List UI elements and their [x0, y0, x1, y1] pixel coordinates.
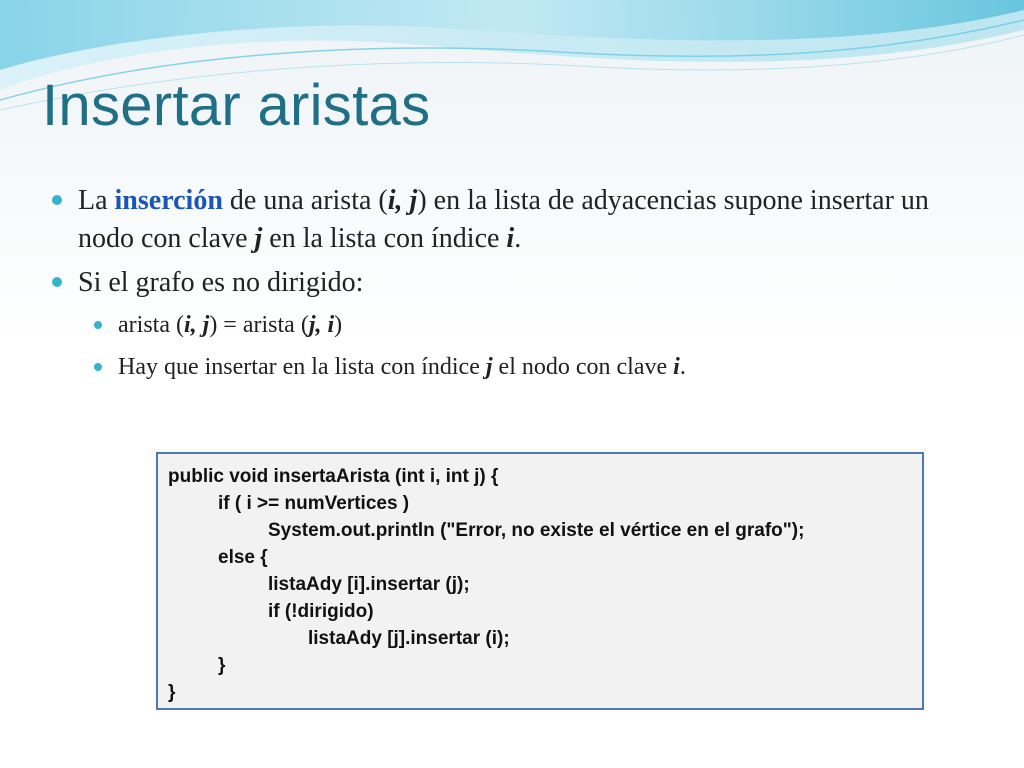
bullet-dot-icon	[94, 363, 102, 371]
code-line: System.out.println ("Error, no existe el vértice en el grafo");	[268, 520, 805, 541]
code-line: }	[168, 682, 176, 703]
bullet-text: .	[679, 354, 686, 380]
sub-bullet-insertar-indice-j	[90, 350, 978, 384]
variable-text: i, j	[183, 312, 210, 338]
bullet-text: )	[334, 312, 343, 338]
bullet-no-dirigido	[48, 264, 978, 302]
variable-text: j, i	[308, 312, 335, 338]
code-line: public void insertaArista (int i, int j) {	[168, 466, 499, 487]
bullet-text: La	[78, 185, 115, 216]
bullet-text: arista (	[118, 312, 184, 338]
code-line: }	[218, 655, 226, 676]
bullet-text: .	[514, 223, 522, 254]
variable-text: j	[254, 223, 263, 254]
variable-text: i	[506, 223, 515, 254]
bullet-text: Si el grafo es no dirigido:	[78, 267, 364, 298]
code-line: else {	[218, 547, 268, 568]
bullet-text: ) = arista (	[209, 312, 309, 338]
variable-text: i, j	[387, 185, 418, 216]
bullet-text: en la lista con índice	[262, 223, 507, 254]
bullet-text: de una arista (	[222, 185, 388, 216]
variable-text: j	[485, 354, 493, 380]
variable-text: i	[673, 354, 680, 380]
code-line: listaAdy [j].insertar (i);	[308, 628, 510, 649]
bullet-text: Hay que insertar en la lista con índice	[118, 354, 486, 380]
code-line: listaAdy [i].insertar (j);	[268, 574, 470, 595]
highlight-term: inserción	[114, 185, 223, 216]
slide-title: Insertar aristas	[42, 73, 431, 138]
bullet-text: ) en la lista de adyacencias supone insertar un nodo con clave	[78, 185, 929, 254]
code-block	[156, 452, 924, 710]
slide-content	[48, 182, 978, 392]
code-line: if ( i >= numVertices )	[218, 493, 410, 514]
bullet-text: el nodo con clave	[492, 354, 674, 380]
bullet-insercion	[48, 182, 978, 258]
bullet-dot-icon	[52, 195, 62, 205]
sub-bullet-arista-simetrica	[90, 308, 978, 342]
bullet-dot-icon	[52, 277, 62, 287]
code-line: if (!dirigido)	[268, 601, 374, 622]
bullet-dot-icon	[94, 321, 102, 329]
